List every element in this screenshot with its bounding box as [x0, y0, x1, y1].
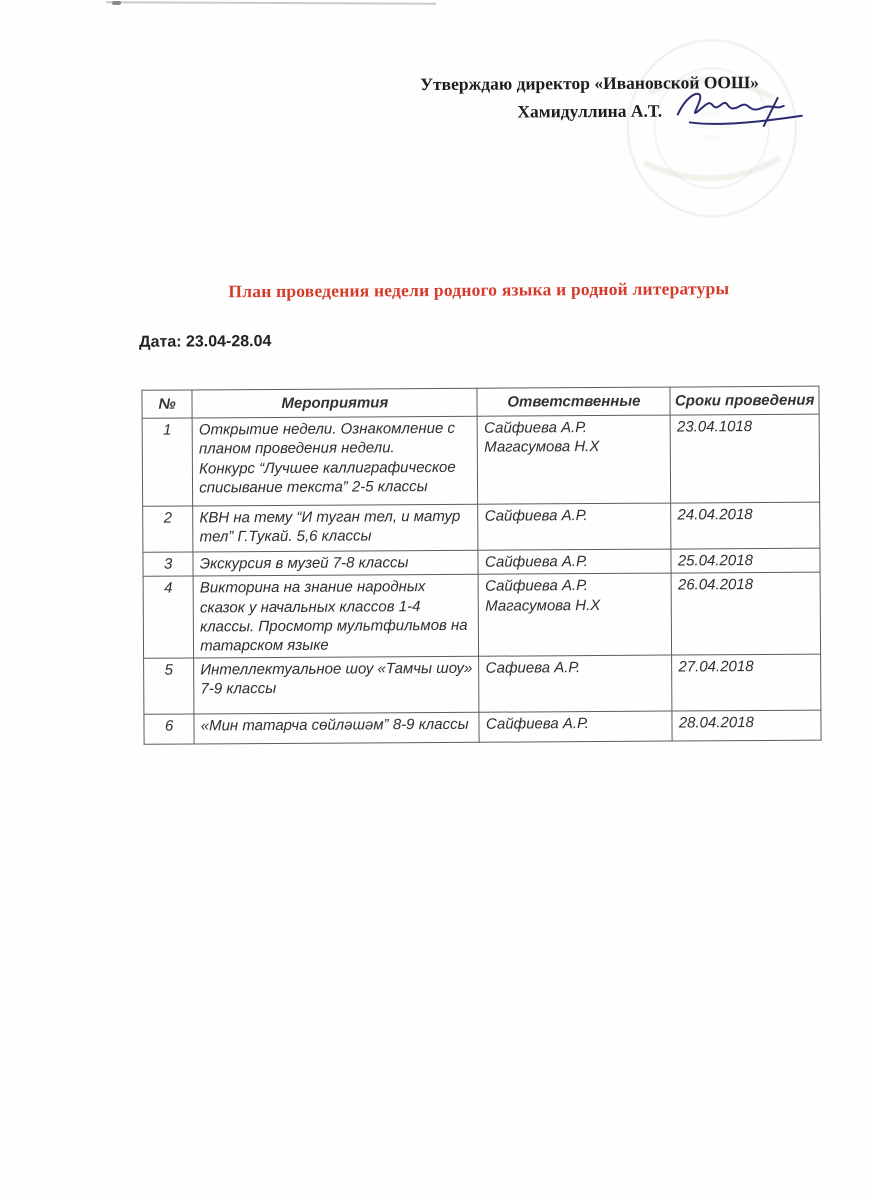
header-number: №	[142, 390, 192, 418]
signature-icon	[660, 84, 815, 133]
date-cell: 23.04.1018	[670, 414, 819, 503]
row-number: 4	[143, 576, 194, 658]
page-title: План проведения недели родного языка и родной литературы	[228, 278, 730, 302]
table-header-row	[142, 386, 819, 418]
header-responsible: Ответственные	[477, 387, 670, 416]
event-cell: КВН на тему “И туган тел, и матур тел” Г.Тукай. 5,6 классы	[193, 504, 479, 552]
event-cell: Викторина на знание народных сказок у начальных классов 1-4 классы. Просмотр мультфильмов на татарском языке	[193, 575, 479, 658]
row-number: 5	[144, 658, 195, 714]
row-number: 1	[142, 418, 193, 506]
responsible-cell: Сайфиева А.Р.	[478, 549, 671, 574]
responsible-cell: Сайфиева А.Р. Магасумова Н.Х	[479, 573, 672, 656]
responsible-cell: Сайфиева А.Р.	[478, 503, 671, 550]
svg-text:МБОУ: МБОУ	[701, 111, 722, 119]
approval-line2: Хамидуллина А.Т.	[517, 100, 663, 122]
date-cell: 26.04.2018	[671, 573, 820, 656]
table-row	[142, 414, 820, 506]
date-cell: 27.04.2018	[672, 654, 821, 711]
header-dates: Сроки проведения	[670, 386, 819, 415]
table-row	[144, 654, 821, 714]
date-line: Дата: 23.04-28.04	[139, 333, 272, 351]
approval-line1: Утверждаю директор «Ивановской ООШ»	[420, 72, 760, 95]
svg-text:ООШ: ООШ	[703, 135, 721, 143]
row-number: 6	[144, 714, 194, 744]
header-events: Мероприятия	[192, 388, 477, 418]
event-cell: Интеллектуальное шоу «Тамчы шоу» 7-9 классы	[194, 656, 480, 714]
event-cell: «Мин татарча сөйләшәм” 8-9 классы	[194, 712, 479, 744]
date-cell: 25.04.2018	[671, 548, 820, 573]
event-cell: Экскурсия в музей 7-8 классы	[193, 550, 478, 576]
table-row	[143, 502, 820, 552]
table-row	[143, 573, 820, 659]
schedule-table	[141, 386, 821, 745]
date-cell: 24.04.2018	[671, 502, 820, 549]
table-row	[144, 710, 821, 744]
responsible-cell: Сайфиева А.Р.	[479, 711, 672, 742]
date-cell: 28.04.2018	[672, 710, 821, 741]
event-cell: Открытие недели. Ознакомление с планом проведения недели. Конкурс “Лучшее каллиграфическое списывание текста” 2-5 классы	[192, 416, 478, 506]
row-number: 3	[143, 552, 193, 576]
responsible-cell: Сафиева А.Р.	[479, 655, 672, 712]
row-number: 2	[143, 506, 193, 552]
svg-text:Ивановская: Ивановская	[692, 123, 732, 131]
responsible-cell: Сайфиева А.Р. Магасумова Н.Х	[478, 415, 671, 504]
